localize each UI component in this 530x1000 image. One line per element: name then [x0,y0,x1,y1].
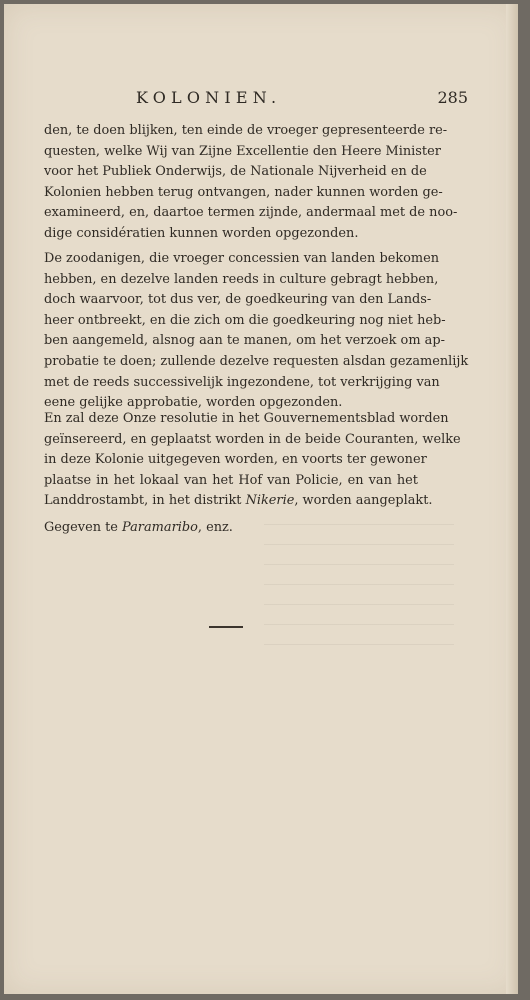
closing-rule [209,626,243,628]
text-line: En zal deze Onze resolutie in het Gouvernementsblad worden [44,411,449,426]
book-page [4,4,518,994]
signoff-prefix: Gegeven te [44,520,123,535]
text-line: probatie te doen; zullende dezelve requesten alsdan gezamenlijk [44,353,469,369]
paragraph-2 [44,249,469,414]
page-edge-shadow [506,4,518,994]
signoff [44,520,233,535]
text-line: De zoodanigen, die vroeger concessien van landen bekomen [44,251,440,266]
text-line: examineerd, en, daartoe termen zijnde, andermaal met de noo- [44,205,458,221]
text-line: hebben, en dezelve landen reeds in culture gebragt hebben, [44,271,439,287]
text-line: Landdrostambt, in het distrikt Nikerie, worden aangeplakt. [44,493,433,509]
text-line: doch waarvoor, tot dus ver, de goedkeuring van den Lands- [44,292,432,308]
text-line: in deze Kolonie uitgegeven worden, en voorts ter gewoner [44,452,427,468]
text-line: eene gelijke approbatie, worden opgezonden. [44,395,343,411]
running-title: KOLONIEN. [136,88,282,107]
paragraph-1 [44,121,458,245]
page-number: 285 [437,88,468,107]
text-line: plaatse in het lokaal van het Hof van Policie, en van het [44,472,418,488]
page-header [44,88,468,112]
text-line: Kolonien hebben terug ontvangen, nader kunnen worden ge- [44,184,443,200]
district-name: Nikerie [245,493,295,509]
bleed-through-texture [264,524,454,664]
text-line: geïnsereerd, en geplaatst worden in de beide Couranten, welke [44,431,461,447]
text-line: den, te doen blijken, ten einde de vroeger gepresenteerde re- [44,123,448,138]
text-line: ben aangemeld, alsnog aan te manen, om het verzoek om ap- [44,333,445,349]
text-line: heer ontbreekt, en die zich om die goedkeuring nog niet heb- [44,312,446,328]
text-line: questen, welke Wij van Zijne Excellentie den Heere Minister [44,143,441,159]
text-line: dige considératien kunnen worden opgezonden. [44,225,359,241]
paragraph-3 [44,409,461,512]
signoff-place: Paramaribo [122,520,198,535]
text-line: voor het Publiek Onderwijs, de Nationale Nijverheid en de [44,164,427,180]
text-line: met de reeds successivelijk ingezondene, tot verkrijging van [44,374,440,390]
signoff-suffix: , enz. [197,520,233,535]
